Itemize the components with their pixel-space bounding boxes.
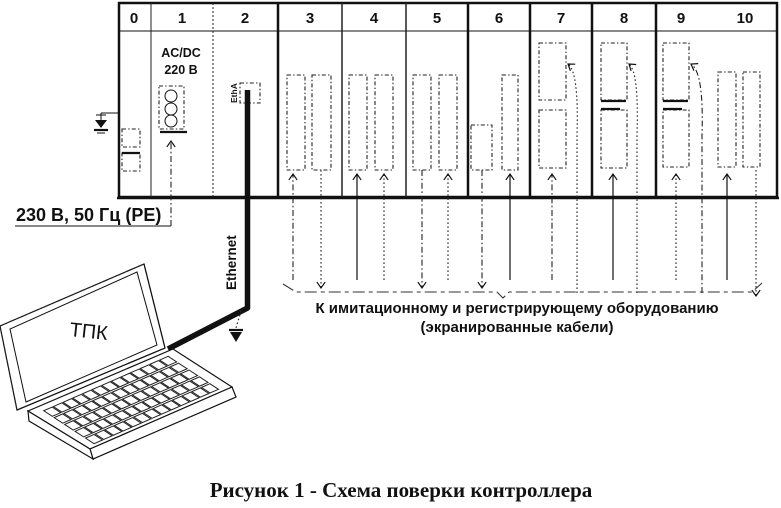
slot-number-2: 2 (240, 10, 250, 27)
rack (117, 3, 779, 198)
ethernet-label: Ethernet (224, 235, 239, 290)
slot-dividers (151, 3, 656, 197)
psu-label-line1: AC/DC (161, 46, 201, 60)
slot-number-0: 0 (129, 10, 139, 27)
module-slot6-a (471, 125, 492, 170)
slot2-eth-port (229, 83, 260, 103)
module-slot3-a (287, 75, 305, 170)
module-slot9-lower (663, 110, 689, 167)
slot-number-4: 4 (369, 10, 379, 27)
slot1-psu (159, 46, 201, 132)
laptop-label: ТПК (68, 319, 109, 345)
module-slot8-lower (601, 110, 627, 168)
module-slot7-upper (539, 43, 566, 100)
slot-number-7: 7 (556, 10, 566, 27)
curved-arrow-slot7 (568, 64, 577, 293)
module-slot5-a (413, 75, 431, 170)
slot-number-1: 1 (177, 10, 187, 27)
laptop (0, 264, 236, 459)
curved-arrow-slot8 (629, 64, 637, 293)
slot-number-5: 5 (432, 10, 442, 27)
module-slot3-b (312, 75, 331, 170)
module-slot5-b (439, 75, 457, 170)
io-modules (287, 43, 760, 170)
slot-number-10: 10 (736, 10, 754, 27)
signal-arrows (293, 64, 756, 296)
module-slot8-upper (601, 43, 627, 100)
slot0-connectors (122, 129, 140, 171)
cable-note-line1: К имитационному и регистрирующему оборудованию (315, 300, 719, 317)
slot-number-6: 6 (494, 10, 504, 27)
power-label: 230 В, 50 Гц (РЕ) (16, 205, 162, 225)
slot-number-8: 8 (619, 10, 629, 27)
slot-numbers (130, 10, 754, 27)
curved-arrow-slot9 (691, 64, 702, 293)
psu-label-line2: 220 В (164, 63, 198, 77)
ground-symbol-rack (94, 113, 118, 133)
module-slot7-lower (539, 110, 566, 168)
psu-connector (159, 86, 184, 129)
module-slot4-b (375, 75, 393, 170)
module-slot10-b (743, 72, 760, 167)
module-slot6-b (502, 75, 518, 170)
module-slot4-a (349, 75, 367, 170)
module-slot10-a (718, 72, 736, 167)
power-feed (15, 141, 171, 226)
slot-number-9: 9 (676, 10, 686, 27)
figure-caption: Рисунок 1 - Схема поверки контроллера (209, 478, 593, 502)
slot-number-3: 3 (305, 10, 315, 27)
module-slot9-upper (663, 43, 689, 100)
cable-note-line2: (экранированные кабели) (420, 319, 614, 336)
eth-port-label: EthA (229, 83, 239, 103)
brace (283, 283, 762, 298)
equipment-note (283, 283, 762, 336)
